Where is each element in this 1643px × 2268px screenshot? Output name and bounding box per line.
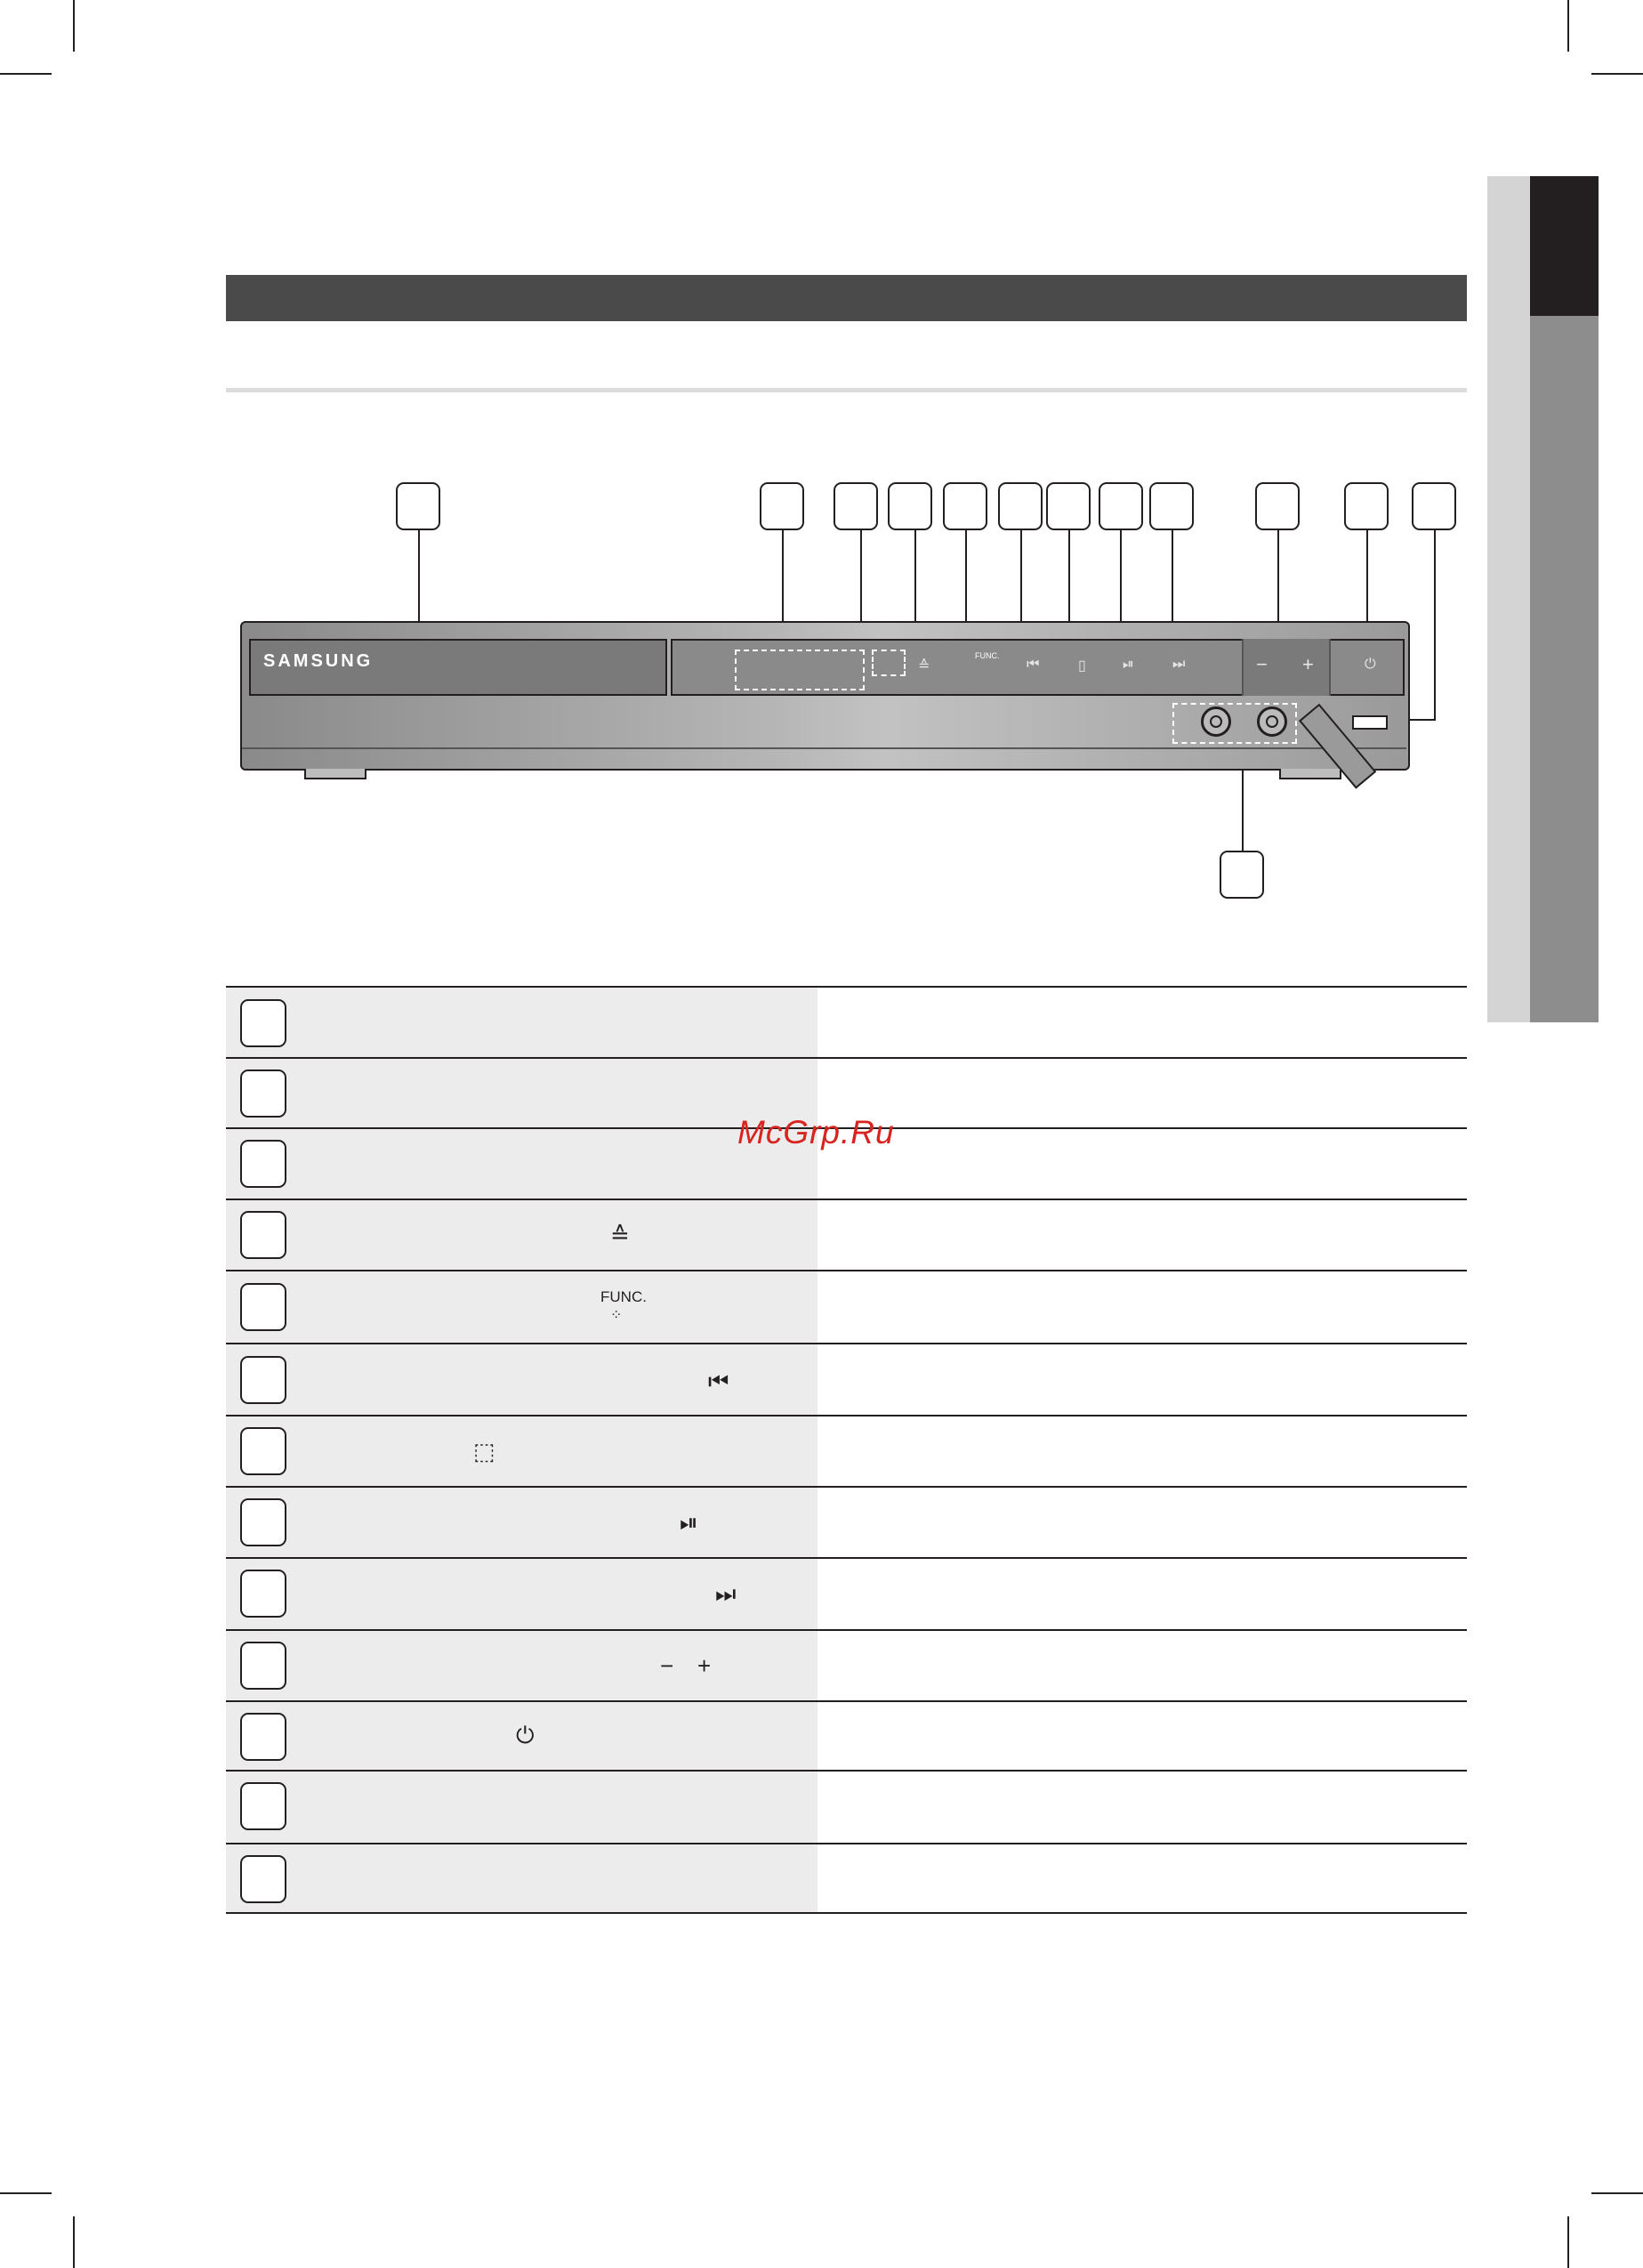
table-cell-description <box>817 1059 1467 1127</box>
open-close-icon[interactable]: ≙ <box>918 658 930 674</box>
function-button[interactable]: FUNC. <box>975 651 1000 660</box>
side-tab-active <box>1530 176 1599 316</box>
skip-forward-icon: ⏭ <box>715 1580 737 1607</box>
open-close-icon: ≙ <box>610 1222 630 1248</box>
table-row <box>226 1629 1467 1700</box>
volume-up-icon[interactable]: + <box>1302 653 1314 675</box>
callout-5 <box>943 482 987 530</box>
remote-sensor <box>872 650 906 676</box>
home-theater-unit <box>240 621 1410 771</box>
table-row <box>226 1343 1467 1415</box>
callout-8 <box>1099 482 1143 530</box>
table-cell-description <box>817 1844 1467 1912</box>
crop-mark <box>73 0 75 52</box>
leader-line <box>1434 530 1436 721</box>
table-row <box>226 1770 1467 1843</box>
crop-mark <box>0 73 52 75</box>
table-cell-description <box>817 1200 1467 1270</box>
brand-logo: SAMSUNG <box>263 651 374 671</box>
stop-icon: ⬚ <box>473 1438 495 1465</box>
table-cell-label <box>226 1631 817 1700</box>
crop-mark <box>1591 2192 1643 2194</box>
table-row <box>226 1700 1467 1770</box>
row-number-badge <box>240 1498 286 1546</box>
row-number-badge <box>240 1283 286 1331</box>
crop-mark <box>1591 73 1643 75</box>
device-foot <box>1279 769 1341 779</box>
callout-10 <box>1255 482 1300 530</box>
table-cell-label <box>226 1488 817 1557</box>
table-cell-label <box>226 1271 817 1343</box>
crop-mark <box>73 2216 75 2268</box>
skip-back-icon: ⏮ <box>708 1368 729 1394</box>
volume-down-icon[interactable]: − <box>1256 653 1268 675</box>
front-panel-figure <box>226 463 1471 925</box>
section-rule <box>226 388 1467 392</box>
play-pause-icon: ⏯ <box>680 1509 698 1536</box>
table-cell-description <box>817 1129 1467 1199</box>
callout-7 <box>1046 482 1091 530</box>
table-row <box>226 1843 1467 1914</box>
table-row <box>226 986 1467 1057</box>
usb-port[interactable] <box>1352 715 1388 730</box>
table-cell-description <box>817 1271 1467 1343</box>
row-number-badge <box>240 1782 286 1830</box>
function-label: FUNC. <box>600 1288 647 1305</box>
table-row <box>226 1415 1467 1486</box>
table-row <box>226 1199 1467 1270</box>
table-cell-label <box>226 1200 817 1270</box>
table-cell-description <box>817 1559 1467 1629</box>
callout-2 <box>760 482 804 530</box>
row-number-badge <box>240 1855 286 1903</box>
table-cell-description <box>817 1702 1467 1770</box>
skip-forward-icon[interactable]: ⏭ <box>1172 657 1186 672</box>
callout-3 <box>834 482 878 530</box>
table-row <box>226 1270 1467 1343</box>
mic-jack-1[interactable] <box>1201 706 1231 737</box>
watermark-text: McGrp.Ru <box>737 1114 895 1150</box>
callout-12 <box>1412 482 1456 530</box>
row-number-badge <box>240 1570 286 1618</box>
callout-13 <box>1220 851 1264 899</box>
table-cell-label <box>226 1844 817 1912</box>
row-number-badge <box>240 1356 286 1404</box>
table-cell-description <box>817 1416 1467 1486</box>
callout-9 <box>1149 482 1194 530</box>
skip-back-icon[interactable]: ⏮ <box>1027 657 1040 672</box>
device-foot <box>304 769 366 779</box>
callout-11 <box>1344 482 1389 530</box>
side-tab-mid <box>1530 316 1599 1022</box>
callout-6 <box>998 482 1043 530</box>
row-number-badge <box>240 1211 286 1259</box>
crop-mark <box>0 2192 52 2194</box>
row-number-badge <box>240 999 286 1047</box>
disc-tray <box>249 639 667 696</box>
table-cell-description <box>817 1772 1467 1843</box>
crop-mark <box>1567 2216 1569 2268</box>
power-icon: ⏻ <box>516 1722 535 1748</box>
row-number-badge <box>240 1427 286 1475</box>
row-number-badge <box>240 1069 286 1118</box>
crop-mark <box>1567 0 1569 52</box>
side-tab-light <box>1487 176 1530 1022</box>
table-row <box>226 1486 1467 1557</box>
table-cell-description <box>817 1488 1467 1557</box>
section-header-bar <box>226 275 1467 321</box>
table-cell-description <box>817 1631 1467 1700</box>
front-trim-line <box>242 747 1406 749</box>
callout-4 <box>888 482 932 530</box>
function-dots-icon: ⁘ <box>610 1308 623 1323</box>
table-cell-label <box>226 1129 817 1199</box>
row-number-badge <box>240 1140 286 1188</box>
table-row <box>226 1557 1467 1629</box>
mic-jack-2[interactable] <box>1257 706 1287 737</box>
table-cell-label <box>226 1772 817 1843</box>
table-cell-label <box>226 988 817 1057</box>
row-number-badge <box>240 1642 286 1690</box>
volume-plus-icon: + <box>697 1652 712 1679</box>
display-window <box>735 650 865 690</box>
table-cell-description <box>817 988 1467 1057</box>
callout-1 <box>396 482 440 530</box>
row-number-badge <box>240 1713 286 1761</box>
play-pause-icon[interactable]: ⏯ <box>1123 657 1134 672</box>
table-cell-description <box>817 1344 1467 1415</box>
table-cell-label <box>226 1059 817 1127</box>
power-icon[interactable]: ⏻ <box>1365 657 1376 672</box>
volume-minus-icon: − <box>660 1652 674 1679</box>
volume-buttons <box>1242 639 1331 696</box>
table-cell-label <box>226 1416 817 1486</box>
stop-icon[interactable]: ▯ <box>1078 658 1086 674</box>
control-panel <box>671 639 1405 696</box>
